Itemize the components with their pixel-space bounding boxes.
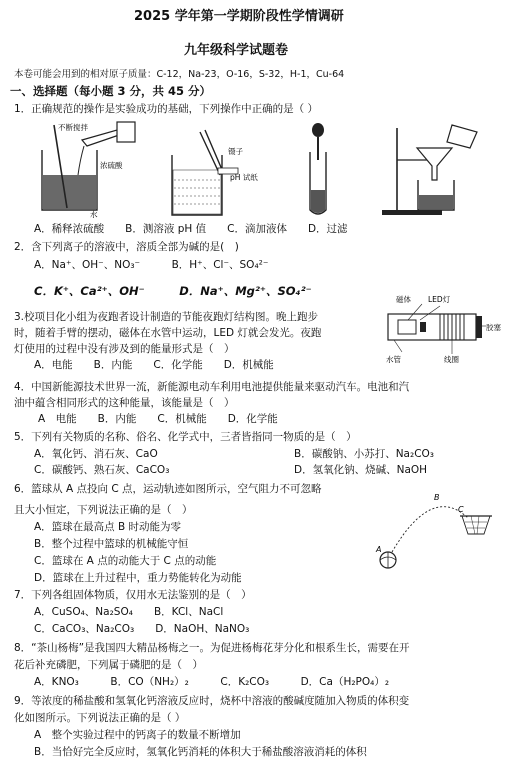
q6-line-1: 6．篮球从 A 点投向 C 点，运动轨迹如图所示，空气阻力不可忽略 xyxy=(14,483,322,495)
q8-options: A．KNO₃ B．CO（NH₂）₂ C．K₂CO₃ D．Ca（H₂PO₄）₂ xyxy=(34,676,390,688)
q3-figure xyxy=(380,292,512,368)
q3-line-2: 时，随着手臂的摆动，磁体在水管中运动，LED 灯就会发光。夜跑 xyxy=(14,327,322,339)
q5-option-a: A．氧化钙、消石灰、CaO xyxy=(34,448,158,460)
q2-options-cd: C．K⁺、Ca²⁺、OH⁻ D．Na⁺、Mg²⁺、SO₄²⁻ xyxy=(34,284,312,298)
q6-line-2: 且大小恒定，下列说法正确的是（ ） xyxy=(14,504,193,516)
q3-label-plug: 胶塞 xyxy=(486,323,501,332)
atomic-masses-note: 本卷可能会用到的相对原子质量：C-12，Na-23，O-16，S-32，H-1，Cu-64 xyxy=(14,69,345,80)
q3-label-coil: 线圈 xyxy=(444,355,459,364)
q1-label-ph-paper: pH 试纸 xyxy=(230,173,258,182)
section-heading: 一、选择题（每小题 3 分，共 45 分） xyxy=(10,84,212,98)
q8-line-1: 8．“茶山杨梅”是我国四大精品杨梅之一。为促进杨梅花芽分化和根系生长，需要在开 xyxy=(14,642,410,654)
q6-label-c: C xyxy=(458,505,464,514)
q3-line-1: 3.校项目化小组为夜跑者设计制造的节能夜跑灯结构图。晚上跑步 xyxy=(14,311,319,323)
q1-label-water: 水 xyxy=(90,210,98,219)
q6-option-c: C．篮球在 A 点的动能大于 C 点的动能 xyxy=(34,555,217,567)
q6-figure xyxy=(372,490,502,580)
q5-option-c: C．碳酸钙、熟石灰、CaCO₃ xyxy=(34,464,170,476)
q2-options-ab: A．Na⁺、OH⁻、NO₃⁻ B．H⁺、Cl⁻、SO₄²⁻ xyxy=(34,259,269,271)
q1-figure-a xyxy=(42,122,135,219)
q6-label-a: A xyxy=(376,545,382,554)
q6-option-a: A．篮球在最高点 B 时动能为零 xyxy=(34,521,182,533)
q5-stem: 5．下列有关物质的名称、俗名、化学式中，三者皆指同一物质的是（ ） xyxy=(14,431,357,443)
q3-label-magnet: 磁体 xyxy=(396,295,411,304)
q3-options: A．电能 B．内能 C．化学能 D．机械能 xyxy=(34,359,274,371)
q9-line-1: 9．等浓度的稀盐酸和氢氧化钙溶液反应时，烧杯中溶液的酸碱度随加入物质的体积变 xyxy=(14,695,410,707)
q9-option-a: A 整个实验过程中的钙离子的数量不断增加 xyxy=(34,729,241,741)
q7-options-cd: C．CaCO₃、Na₂CO₃ D．NaOH、NaNO₃ xyxy=(34,623,250,635)
q1-options: A．稀释浓硫酸 B．测溶液 pH 值 C．滴加液体 D．过滤 xyxy=(34,223,348,235)
q9-option-b: B．当恰好完全反应时，氢氧化钙消耗的体积大于稀盐酸溶液消耗的体积 xyxy=(34,746,367,758)
q1-stem: 1．正确规范的操作是实验成功的基础，下列操作中正确的是（ ） xyxy=(14,103,319,115)
q9-line-2: 化如图所示。下列说法正确的是（ ） xyxy=(14,712,186,724)
q3-label-pipe: 水管 xyxy=(386,355,401,364)
q2-stem: 2．含下列离子的溶液中，溶质全部为碱的是( ) xyxy=(14,241,239,253)
q1-figure-c xyxy=(310,123,326,214)
q3-label-led: LED灯 xyxy=(428,295,451,304)
q4-options: A 电能 B．内能 C．机械能 D．化学能 xyxy=(38,413,278,425)
q6-option-b: B．整个过程中篮球的机械能守恒 xyxy=(34,538,189,550)
q1-figure-d xyxy=(382,125,477,215)
q5-option-b: B．碳酸钠、小苏打、Na₂CO₃ xyxy=(294,448,435,460)
q1-label-tweezers: 镊子 xyxy=(228,147,243,156)
q6-option-d: D．篮球在上升过程中，重力势能转化为动能 xyxy=(34,572,242,584)
q7-stem: 7．下列各组固体物质，仅用水无法鉴别的是（ ） xyxy=(14,589,252,601)
exam-subtitle: 九年级科学试题卷 xyxy=(184,43,289,58)
q6-label-b: B xyxy=(434,493,440,502)
exam-title: 2025 学年第一学期阶段性学情调研 xyxy=(134,9,344,24)
q1-figure-b xyxy=(172,130,258,215)
q3-line-3: 灯使用的过程中没有涉及到的能量形式是（ ） xyxy=(14,343,235,355)
q8-line-2: 花后补充磷肥，下列属于磷肥的是（ ） xyxy=(14,659,203,671)
q7-options-ab: A．CuSO₄、Na₂SO₄ B．KCl、NaCl xyxy=(34,606,224,618)
q4-line-1: 4．中国新能源技术世界一流，新能源电动车利用电池提供能量来驱动汽车。电池和汽 xyxy=(14,381,410,393)
q5-option-d: D．氢氧化钠、烧碱、NaOH xyxy=(294,464,428,476)
q1-figure xyxy=(22,120,512,220)
q1-label-conc-acid: 浓硫酸 xyxy=(100,161,123,170)
q4-line-2: 油中蕴含相同形式的这种能量，该能量是（ ） xyxy=(14,397,235,409)
q1-label-stir: 不断搅拌 xyxy=(58,123,88,132)
